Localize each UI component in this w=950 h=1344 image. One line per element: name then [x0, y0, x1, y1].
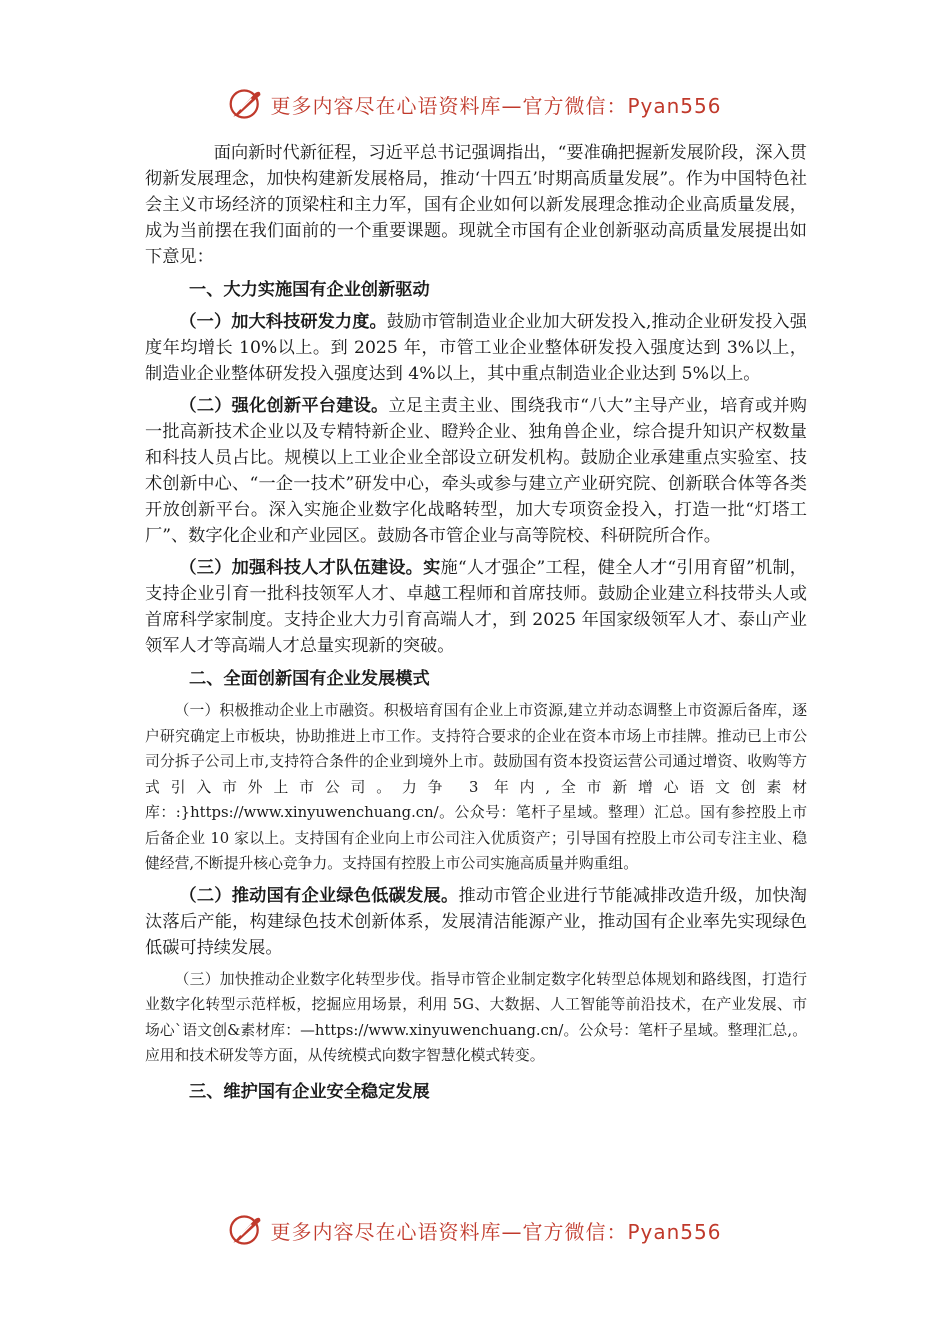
section-heading-3: 三、维护国有企业安全稳定发展 — [189, 1081, 430, 1102]
header-banner — [0, 84, 950, 124]
paragraph-1-2 — [145, 393, 807, 549]
paragraph-1-1 — [145, 309, 807, 387]
feather-quill-logo-icon — [228, 1212, 264, 1248]
paragraph-2-1 — [145, 698, 807, 877]
paragraph-text: （一）积极推动企业上市融资。积极培育国有企业上市资源,建立并动态调整上市资源后备库，逐户研究确定上市板块，协助推进上市工作。支持符合要求的企业在资本市场上市挂牌。推动已上市公司分拆子公司上市,支持符合条件的企业到境外上市。鼓励国有资本投资运营公司通过增资、收购等方式引入市外上市公司。力争 3 年内,全市新增心语文创素材库：:}https://www.xinyuwenchuang.cn/。公众号：笔杆子星域。整理）汇总。国有参控股上市后备企业 10 家以上。支持国有企业向上市公司注入优质资产；引导国有控股上市公司专注主业、稳健经营,不断提升核心竞争力。支持国有控股上市公司实施高质量并购重组。 — [145, 702, 807, 872]
paragraph-text: 鼓励市管制造业企业加大研发投入,推动企业研发投入强度年均增长 10%以上。到 2025 年，市管工业企业整体研发投入强度达到 3%以上，制造业企业整体研发投入强度达到 4%以上，其中重点制造业企业达到 5%以上。 — [145, 312, 807, 384]
paragraph-2-3 — [145, 967, 807, 1069]
paragraph-lead: （二）强化创新平台建设。 — [179, 396, 389, 416]
paragraph-text: 立足主责主业、围绕我市“八大”主导产业，培育或并购一批高新技术企业以及专精特新企业、瞪羚企业、独角兽企业，综合提升知识产权数量和科技人员占比。规模以上工业企业全部设立研发机构。鼓励企业承建重点实验室、技术创新中心、“一企一技术”研发中心，牵头或参与建立产业研究院、创新联合体等各类开放创新平台。深入实施企业数字化战略转型，加大专项资金投入，打造一批“灯塔工厂”、数字化企业和产业园区。鼓励各市管企业与高等院校、科研院所合作。 — [145, 396, 807, 546]
paragraph-2-2 — [145, 883, 807, 961]
banner-text: 更多内容尽在心语资料库—官方微信：Pyan556 — [270, 1219, 722, 1244]
paragraph-lead: （二）推动国有企业绿色低碳发展。 — [179, 885, 459, 906]
intro-paragraph: 面向新时代新征程，习近平总书记强调指出，“要准确把握新发展阶段，深入贯彻新发展理念，加快构建新发展格局，推动‘十四五’时期高质量发展”。作为中国特色社会主义市场经济的顶梁柱和主力军，国有企业如何以新发展理念推动企业高质量发展，成为当前摆在我们面前的一个重要课题。现就全市国有企业创新驱动高质量发展提出如下意见： — [145, 143, 807, 267]
document-body — [145, 140, 807, 1111]
paragraph-lead: （三）加强科技人才队伍建设。实 — [179, 558, 441, 578]
banner-text: 更多内容尽在心语资料库—官方微信：Pyan556 — [270, 93, 722, 118]
paragraph-1-3 — [145, 555, 807, 659]
paragraph-text: 推动市管企业进行节能减排改造升级，加快淘汰落后产能，构建绿色技术创新体系，发展清洁能源产业，推动国有企业率先实现绿色低碳可持续发展。 — [145, 885, 807, 958]
footer-banner — [0, 1210, 950, 1250]
section-heading-1: 一、大力实施国有企业创新驱动 — [189, 280, 430, 300]
feather-quill-logo-icon — [228, 86, 264, 122]
paragraph-text: 施“人才强企”工程，健全人才“引用育留”机制，支持企业引育一批科技领军人才、卓越工程师和首席技师。鼓励企业建立科技带头人或首席科学家制度。支持企业大力引育高端人才，到 2025 年国家级领军人才、泰山产业领军人才等高端人才总量实现新的突破。 — [145, 558, 807, 656]
section-heading-2: 二、全面创新国有企业发展模式 — [189, 669, 430, 689]
paragraph-lead: （一）加大科技研发力度。 — [179, 312, 387, 332]
paragraph-text: （三）加快推动企业数字化转型步伐。指导市管企业制定数字化转型总体规划和路线图，打造行业数字化转型示范样板，挖掘应用场景，利用 5G、大数据、人工智能等前沿技术，在产业发展、市场心`语文创&素材库：—https://www.xinyuwenchuang.cn/。公众号：笔杆子星域。整理汇总,。应用和技术研发等方面，从传统模式向数字智慧化模式转变。 — [145, 970, 807, 1064]
